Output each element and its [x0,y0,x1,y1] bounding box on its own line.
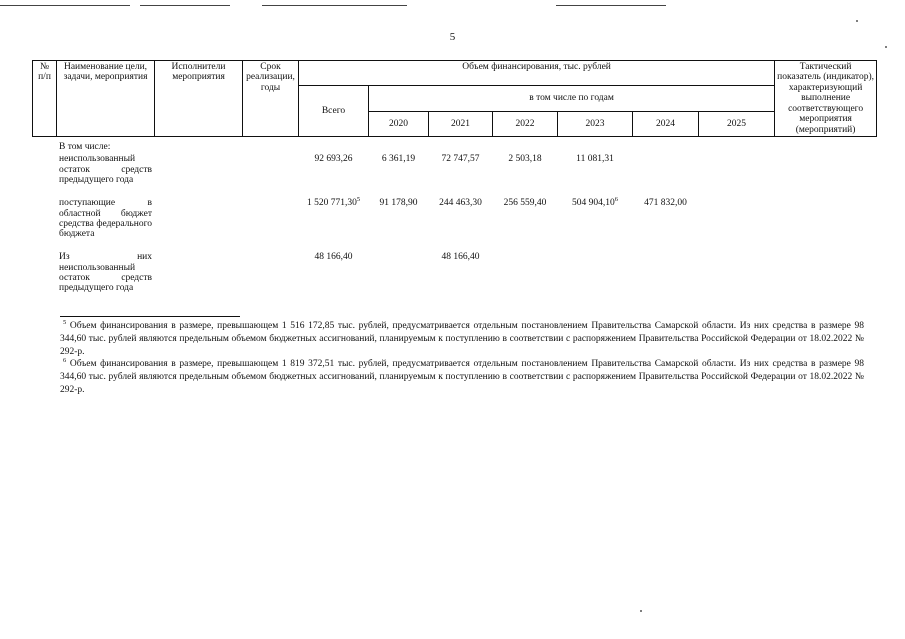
cell-total: 48 166,40 [299,248,369,298]
table-row [33,194,877,248]
intro-label: В том числе: [57,137,155,155]
row-label: Из них неиспользованный остаток средств предыдущего года [57,248,155,298]
header-total: Всего [299,86,369,137]
cell-2022: 2 503,18 [493,154,558,194]
cell-2021: 244 463,30 [429,194,493,248]
scan-speck [885,46,887,48]
header-executors: Исполнители мероприятия [155,61,243,137]
cell-2024: 471 832,00 [633,194,699,248]
row-label: поступающие в областной бюджет средства федерального бюджета [57,194,155,248]
table-row [33,154,877,194]
header-indicator: Тактический показатель (индикатор), характеризующий выполнение соответствующего мероприятия (мероприятий) [775,61,877,137]
row-label: неиспользованный остаток средств предыдущего года [57,154,155,194]
financing-table [32,60,877,298]
scan-speck [640,610,642,612]
cell-2025 [699,194,775,248]
header-year: 2021 [429,112,493,137]
footnote: $^6$ Объем финансирования в размере, превышающем 1 819 372,51 тыс. рублей, предусматривается отдельным постановлением Правительства Самарской области. Из них средства в размере 98 344,60 тыс. рублей являются предельным объемом бюджетных ассигнований, планируемым к поступлению в соответствии с распоряжением Правительства Российской Федерации от 18.02.2022 № 292-р. [60,357,864,396]
cell-2024 [633,154,699,194]
scan-artifact-line [0,5,130,6]
table-row [33,248,877,298]
cell-total: 1 520 771,30$^5$ [299,194,369,248]
cell-2023: 504 904,10$^6$ [558,194,633,248]
cell-2022: 256 559,40 [493,194,558,248]
cell-2025 [699,248,775,298]
cell-2021: 72 747,57 [429,154,493,194]
scan-artifact-line [556,5,666,6]
header-year: 2020 [369,112,429,137]
header-year: 2023 [558,112,633,137]
cell-2020: 6 361,19 [369,154,429,194]
header-funding: Объем финансирования, тыс. рублей [299,61,775,86]
scan-artifact-line [140,5,230,6]
scan-artifact-line [262,5,407,6]
page-number: 5 [449,31,456,43]
header-name: Наименование цели, задачи, мероприятия [57,61,155,137]
cell-2023: 11 081,31 [558,154,633,194]
cell-2024 [633,248,699,298]
cell-2020 [369,248,429,298]
scan-speck [856,20,858,22]
table-row [33,137,877,155]
header-num: № п/п [33,61,57,137]
header-year: 2022 [493,112,558,137]
cell-2021: 48 166,40 [429,248,493,298]
cell-total: 92 693,26 [299,154,369,194]
header-term: Срок реализации, годы [243,61,299,137]
header-year: 2024 [633,112,699,137]
cell-2020: 91 178,90 [369,194,429,248]
footnotes [60,320,864,397]
cell-2023 [558,248,633,298]
header-by-years: в том числе по годам [369,86,775,112]
footnote: $^5$ Объем финансирования в размере, превышающем 1 516 172,85 тыс. рублей, предусматривается отдельным постановлением Правительства Самарской области. Из них средства в размере 98 344,60 тыс. рублей являются предельным объемом бюджетных ассигнований, планируемым к поступлению в соответствии с распоряжением Правительства Российской Федерации от 18.02.2022 № 292-р. [60,318,864,357]
cell-2022 [493,248,558,298]
cell-2025 [699,154,775,194]
header-year: 2025 [699,112,775,137]
footnote-divider [60,316,240,317]
